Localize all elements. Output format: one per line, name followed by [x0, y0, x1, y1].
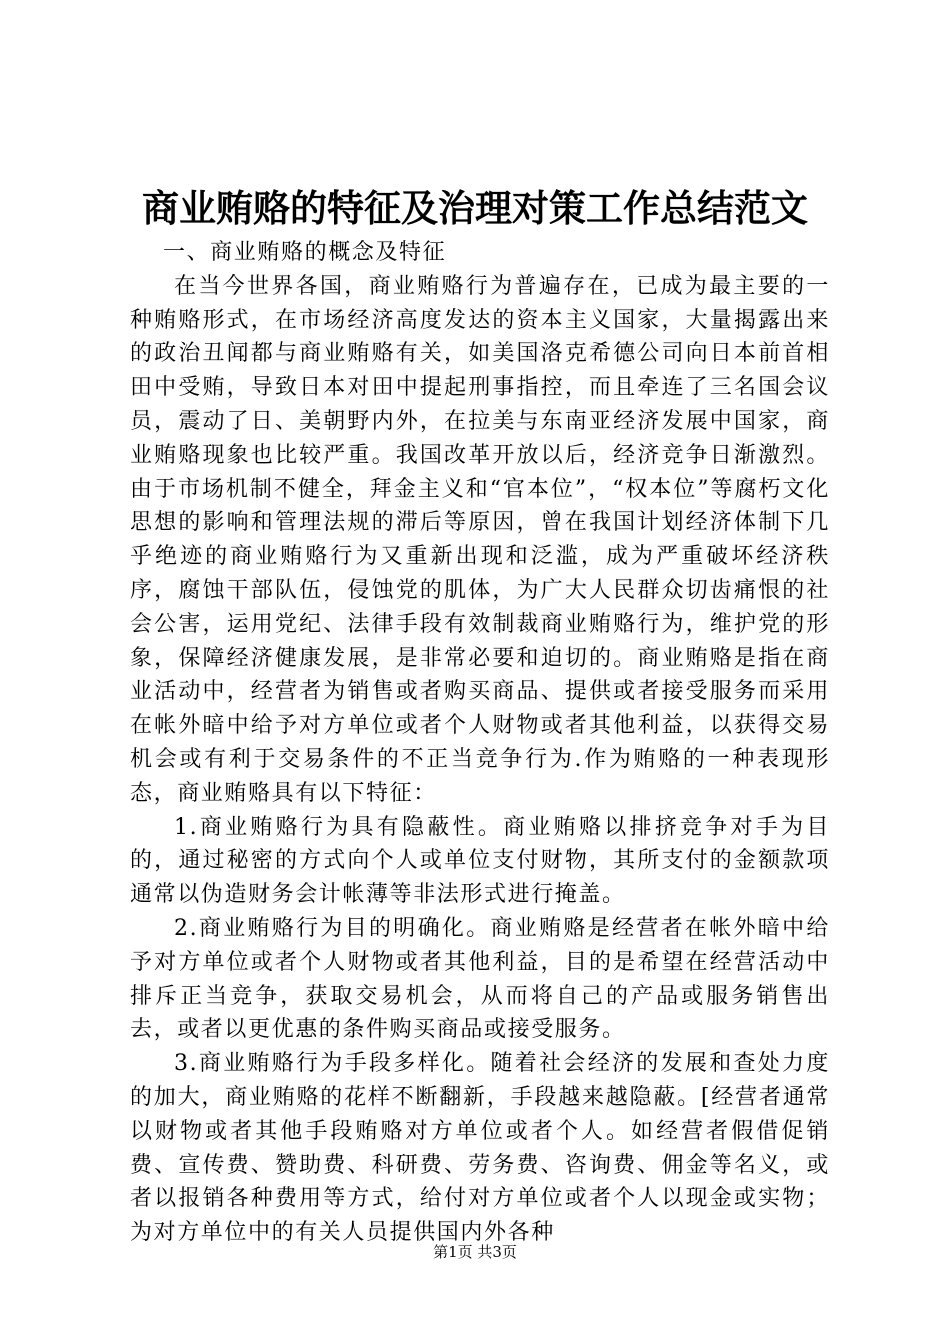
- document-title: 商业贿赂的特征及治理对策工作总结范文: [142, 186, 808, 230]
- body-paragraph: 2.商业贿赂行为目的明确化。商业贿赂是经营者在帐外暗中给予对方单位或者个人财物或者其他利益，目的是希望在经营活动中排斥正当竞争，获取交易机会，从而将自己的产品或服务销售出去，或者以更优惠的条件购买商品或接受服务。: [130, 915, 830, 1043]
- document-body: [130, 236, 830, 1250]
- body-paragraph: 3.商业贿赂行为手段多样化。随着社会经济的发展和查处力度的加大，商业贿赂的花样不断翻新，手段越来越隐蔽。[经营者通常以财物或者其他手段贿赂对方单位或者个人。如经营者假借促销费、宣传费、赞助费、科研费、劳务费、咨询费、佣金等名义，或者以报销各种费用等方式，给付对方单位或者个人以现金或实物；为对方单位中的有关人员提供国内外各种: [130, 1051, 830, 1246]
- body-paragraph: 在当今世界各国，商业贿赂行为普遍存在，已成为最主要的一种贿赂形式，在市场经济高度发达的资本主义国家，大量揭露出来的政治丑闻都与商业贿赂有关，如美国洛克希德公司向日本前首相田中受贿，导致日本对田中提起刑事指控，而且牵连了三名国会议员，震动了日、美朝野内外，在拉美与东南亚经济发展中国家，商业贿赂现象也比较严重。我国改革开放以后，经济竞争日渐激烈。由于市场机制不健全，拜金主义和“官本位”，“权本位”等腐朽文化思想的影响和管理法规的滞后等原因，曾在我国计划经济体制下几乎绝迹的商业贿赂行为又重新出现和泛滥，成为严重破坏经济秩序，腐蚀干部队伍，侵蚀党的肌体，为广大人民群众切齿痛恨的社会公害，运用党纪、法律手段有效制裁商业贿赂行为，维护党的形象，保障经济健康发展，是非常必要和迫切的。商业贿赂是指在商业活动中，经营者为销售或者购买商品、提供或者接受服务而采用在帐外暗中给予对方单位或者个人财物或者其他利益，以获得交易机会或有利于交易条件的不正当竞争行为.作为贿赂的一种表现形态，商业贿赂具有以下特征：: [130, 273, 830, 806]
- page-footer: 第1页 共3页: [433, 1243, 517, 1261]
- body-paragraph: 1.商业贿赂行为具有隐蔽性。商业贿赂以排挤竞争对手为目的，通过秘密的方式向个人或单位支付财物，其所支付的金额款项通常以伪造财务会计帐薄等非法形式进行掩盖。: [130, 814, 830, 908]
- section-heading: 一、商业贿赂的概念及特征: [163, 240, 447, 265]
